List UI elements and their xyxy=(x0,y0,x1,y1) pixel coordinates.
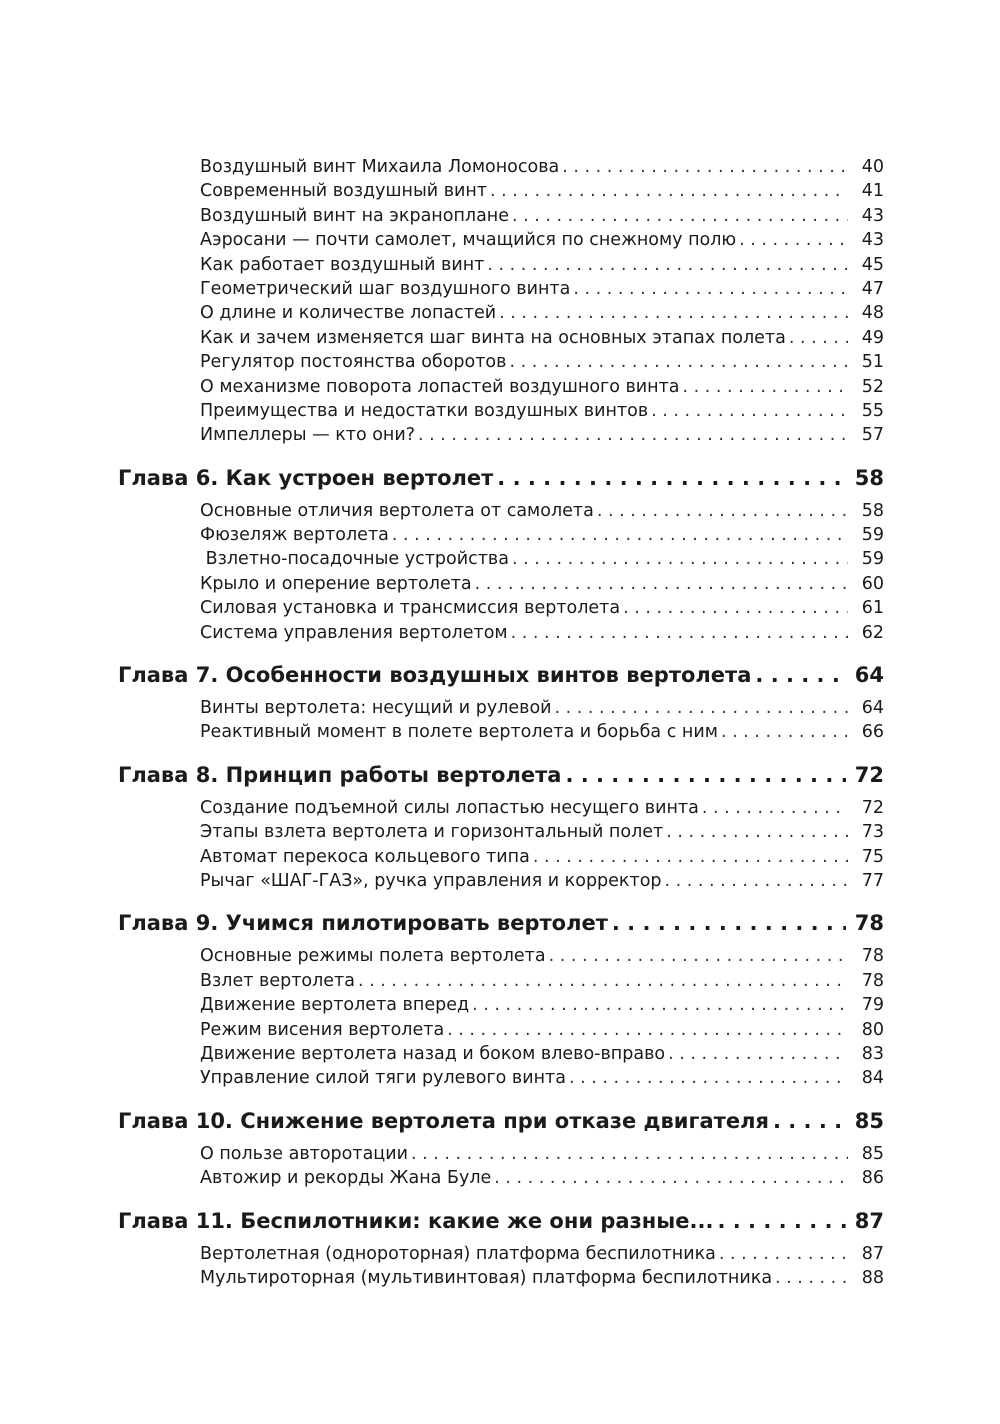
chapter-9-heading[interactable] xyxy=(118,909,884,937)
entry-title: Вертолетная (однороторная) платформа беспилотника xyxy=(200,1243,716,1264)
entry-title: Винты вертолета: несущий и рулевой xyxy=(200,698,552,719)
intro-section xyxy=(118,155,884,448)
entry-title: Как и зачем изменяется шаг винта на основных этапах полета xyxy=(200,327,786,348)
entry-page: 87 xyxy=(861,1243,884,1264)
dot-leader xyxy=(623,596,848,620)
chapter-6-entries xyxy=(118,499,884,645)
entry-page: 60 xyxy=(861,573,884,594)
dot-leader xyxy=(472,993,848,1017)
entry-page: 73 xyxy=(861,822,884,843)
dot-leader xyxy=(509,350,848,374)
toc-entry[interactable] xyxy=(118,1142,884,1166)
dot-leader xyxy=(411,1142,848,1166)
entry-page: 72 xyxy=(861,797,884,818)
entry-page: 77 xyxy=(861,870,884,891)
toc-entry[interactable] xyxy=(118,796,884,820)
dot-leader xyxy=(569,1066,848,1090)
toc-entry[interactable] xyxy=(118,869,884,893)
toc-entry[interactable] xyxy=(118,1042,884,1066)
entry-title: Воздушный винт на экраноплане xyxy=(200,205,510,226)
entry-title: Автомат перекоса кольцевого типа xyxy=(200,846,530,867)
entry-title: Основные режимы полета вертолета xyxy=(200,946,546,967)
toc-entry[interactable] xyxy=(118,944,884,968)
toc-entry[interactable] xyxy=(118,204,884,228)
chapter-9-entries xyxy=(118,944,884,1090)
entry-page: 86 xyxy=(861,1168,884,1189)
toc-entry[interactable] xyxy=(118,1266,884,1290)
toc-entry[interactable] xyxy=(118,179,884,203)
entry-page: 57 xyxy=(861,425,884,446)
toc-entry[interactable] xyxy=(118,253,884,277)
dot-leader xyxy=(497,464,846,492)
dot-leader xyxy=(702,796,848,820)
dot-leader xyxy=(755,661,846,689)
entry-page: 58 xyxy=(861,500,884,521)
dot-leader xyxy=(562,155,848,179)
chapter-10-entries xyxy=(118,1142,884,1191)
entry-title: О механизме поворота лопастей воздушного винта xyxy=(200,376,680,397)
entry-page: 49 xyxy=(861,327,884,348)
chapter-7-heading[interactable] xyxy=(118,661,884,689)
dot-leader xyxy=(487,253,848,277)
entry-title: Взлетно-посадочные устройства xyxy=(200,549,509,570)
chapter-page: 64 xyxy=(854,663,884,688)
chapter-title: Глава 8. Принцип работы вертолета xyxy=(118,762,562,787)
dot-leader xyxy=(447,1018,848,1042)
entry-title: Фюзеляж вертолета xyxy=(200,525,389,546)
dot-leader xyxy=(719,1242,848,1266)
toc-entry[interactable] xyxy=(118,228,884,252)
chapter-title: Глава 9. Учимся пилотировать вертолет xyxy=(118,911,608,936)
chapter-page: 85 xyxy=(854,1108,884,1133)
entry-title: Автожир и рекорды Жана Буле xyxy=(200,1168,492,1189)
toc-entry[interactable] xyxy=(118,845,884,869)
dot-leader xyxy=(717,1207,846,1235)
dot-leader xyxy=(666,820,848,844)
dot-leader xyxy=(597,499,848,523)
entry-page: 61 xyxy=(861,598,884,619)
toc-entry[interactable] xyxy=(118,720,884,744)
dot-leader xyxy=(683,375,848,399)
chapter-7-entries xyxy=(118,696,884,745)
entry-page: 59 xyxy=(861,525,884,546)
chapter-page: 58 xyxy=(854,465,884,490)
entry-title: Силовая установка и трансмиссия вертолета xyxy=(200,598,621,619)
entry-page: 52 xyxy=(861,376,884,397)
chapter-page: 78 xyxy=(854,911,884,936)
entry-page: 84 xyxy=(861,1068,884,1089)
entry-page: 78 xyxy=(861,946,884,967)
dot-leader xyxy=(549,944,848,968)
entry-title: Мультироторная (мультивинтовая) платформа беспилотника xyxy=(200,1267,773,1288)
dot-leader xyxy=(418,423,848,447)
dot-leader xyxy=(773,1107,846,1135)
toc-entry[interactable] xyxy=(118,696,884,720)
dot-leader xyxy=(651,399,848,423)
entry-title: Создание подъемной силы лопастью несущего винта xyxy=(200,797,699,818)
toc-entry[interactable] xyxy=(118,572,884,596)
toc-entry[interactable] xyxy=(118,596,884,620)
chapter-8-heading[interactable] xyxy=(118,761,884,789)
entry-page: 62 xyxy=(861,622,884,643)
entry-title: Аэросани — почти самолет, мчащийся по снежному полю xyxy=(200,230,737,251)
toc-entry[interactable] xyxy=(118,621,884,645)
dot-leader xyxy=(490,179,848,203)
toc-entry[interactable] xyxy=(118,547,884,571)
entry-title: Рычаг «ШАГ-ГАЗ», ручка управления и корректор xyxy=(200,870,662,891)
entry-title: Движение вертолета вперед xyxy=(200,995,470,1016)
entry-title: Движение вертолета назад и боком влево-вправо xyxy=(200,1043,666,1064)
entry-page: 64 xyxy=(861,698,884,719)
entry-title: Режим висения вертолета xyxy=(200,1019,445,1040)
entry-page: 41 xyxy=(861,181,884,202)
entry-title: О пользе авторотации xyxy=(200,1143,408,1164)
entry-page: 51 xyxy=(861,352,884,373)
entry-title: Воздушный винт Михаила Ломоносова xyxy=(200,157,560,177)
entry-page: 85 xyxy=(861,1143,884,1164)
entry-page: 88 xyxy=(861,1267,884,1288)
toc-entry[interactable] xyxy=(118,301,884,325)
dot-leader xyxy=(573,277,848,301)
toc-entry[interactable] xyxy=(118,155,884,179)
entry-title: Этапы взлета вертолета и горизонтальный полет xyxy=(200,822,664,843)
toc-entry[interactable] xyxy=(118,1066,884,1090)
dot-leader xyxy=(512,204,848,228)
toc-entry[interactable] xyxy=(118,1166,884,1190)
entry-page: 79 xyxy=(861,995,884,1016)
chapter-page: 72 xyxy=(854,762,884,787)
dot-leader xyxy=(739,228,848,252)
entry-page: 59 xyxy=(861,549,884,570)
dot-leader xyxy=(775,1266,848,1290)
entry-title: Реактивный момент в полете вертолета и борьба с ним xyxy=(200,722,718,743)
dot-leader xyxy=(499,301,848,325)
entry-title: Геометрический шаг воздушного винта xyxy=(200,278,571,299)
entry-title: Основные отличия вертолета от самолета xyxy=(200,500,594,521)
toc-entry[interactable] xyxy=(118,375,884,399)
chapter-title: Глава 10. Снижение вертолета при отказе двигателя xyxy=(118,1108,769,1133)
dot-leader xyxy=(565,761,846,789)
entry-page: 43 xyxy=(861,230,884,251)
toc-entry[interactable] xyxy=(118,523,884,547)
dot-leader xyxy=(612,909,846,937)
entry-page: 45 xyxy=(861,254,884,275)
dot-leader xyxy=(358,969,848,993)
toc-entry[interactable] xyxy=(118,499,884,523)
entry-title: Как работает воздушный винт xyxy=(200,254,485,275)
entry-page: 80 xyxy=(861,1019,884,1040)
chapter-page: 87 xyxy=(854,1208,884,1233)
dot-leader xyxy=(555,696,848,720)
entry-title: Взлет вертолета xyxy=(200,970,355,991)
dot-leader xyxy=(533,845,848,869)
chapter-6-heading[interactable] xyxy=(118,464,884,492)
dot-leader xyxy=(721,720,848,744)
dot-leader xyxy=(511,621,848,645)
entry-page: 75 xyxy=(861,846,884,867)
dot-leader xyxy=(665,869,848,893)
toc-entry[interactable] xyxy=(118,969,884,993)
entry-title: Регулятор постоянства оборотов xyxy=(200,352,507,373)
entry-page: 78 xyxy=(861,970,884,991)
entry-page: 66 xyxy=(861,722,884,743)
chapter-title: Глава 11. Беспилотники: какие же они разные... xyxy=(118,1208,714,1233)
entry-page: 47 xyxy=(861,278,884,299)
entry-title: Преимущества и недостатки воздушных винтов xyxy=(200,400,649,421)
toc-entry[interactable] xyxy=(118,350,884,374)
entry-page: 48 xyxy=(861,303,884,324)
table-of-contents xyxy=(118,155,884,1290)
entry-title: О длине и количестве лопастей xyxy=(200,303,497,324)
chapter-10-heading[interactable] xyxy=(118,1107,884,1135)
chapter-11-heading[interactable] xyxy=(118,1207,884,1235)
toc-entry[interactable] xyxy=(118,277,884,301)
dot-leader xyxy=(512,547,848,571)
entry-page: 43 xyxy=(861,205,884,226)
entry-title: Управление силой тяги рулевого винта xyxy=(200,1068,566,1089)
toc-entry[interactable] xyxy=(118,326,884,350)
entry-title: Крыло и оперение вертолета xyxy=(200,573,472,594)
toc-entry[interactable] xyxy=(118,1242,884,1266)
toc-entry[interactable] xyxy=(118,1018,884,1042)
dot-leader xyxy=(789,326,848,350)
entry-title: Система управления вертолетом xyxy=(200,622,508,643)
chapter-title: Глава 7. Особенности воздушных винтов вертолета xyxy=(118,663,752,688)
entry-page: 40 xyxy=(861,157,884,177)
entry-page: 83 xyxy=(861,1043,884,1064)
toc-entry[interactable] xyxy=(118,993,884,1017)
chapter-11-entries xyxy=(118,1242,884,1291)
chapter-title: Глава 6. Как устроен вертолет xyxy=(118,465,494,490)
entry-title: Импеллеры — кто они? xyxy=(200,425,416,446)
dot-leader xyxy=(494,1166,848,1190)
dot-leader xyxy=(392,523,848,547)
toc-entry[interactable] xyxy=(118,423,884,447)
entry-title: Современный воздушный винт xyxy=(200,181,488,202)
dot-leader xyxy=(668,1042,848,1066)
chapter-8-entries xyxy=(118,796,884,894)
dot-leader xyxy=(475,572,848,596)
toc-entry[interactable] xyxy=(118,399,884,423)
entry-page: 55 xyxy=(861,400,884,421)
toc-entry[interactable] xyxy=(118,820,884,844)
